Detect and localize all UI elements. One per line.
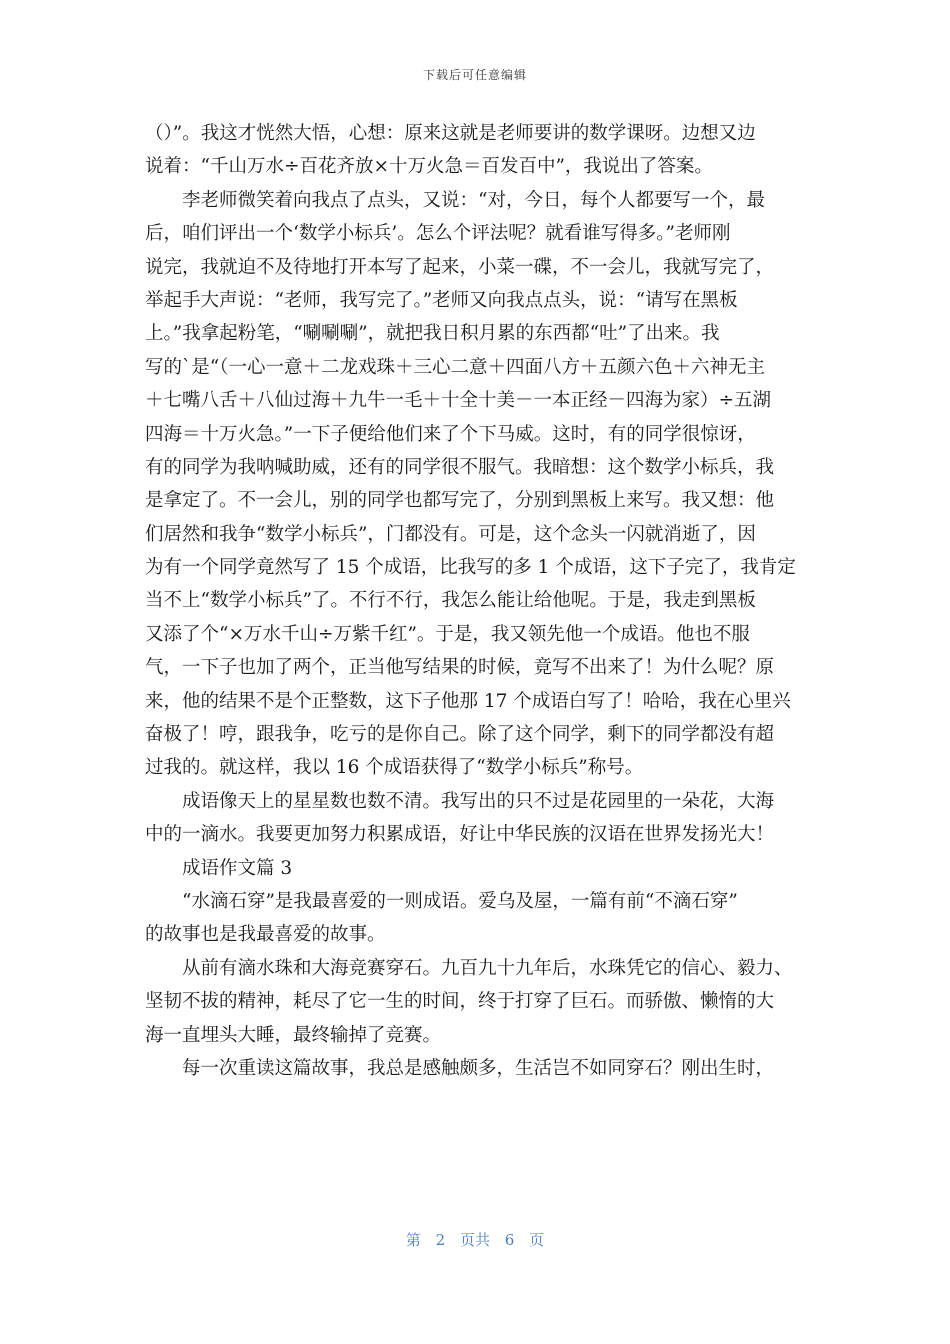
text-line: 举起手大声说：“老师，我写完了。”老师又向我点点头，说：“请写在黑板 xyxy=(145,289,738,311)
text-line: 的故事也是我最喜爱的故事。 xyxy=(145,924,386,946)
text-line: “水滴石穿”是我最喜爱的一则成语。爱乌及屋，一篇有前“不滴石穿” xyxy=(182,890,738,912)
text-line: 说着：“千山万水÷百花齐放×十万火急＝百发百中”，我说出了答案。 xyxy=(145,156,713,178)
text-line: 当不上“数学小标兵”了。不行不行，我怎么能让给他呢。于是，我走到黑板 xyxy=(145,590,756,612)
text-line: 气，一下子也加了两个，正当他写结果的时候，竟写不出来了！为什么呢？原 xyxy=(145,657,775,679)
text-line: 海一直埋头大睡，最终输掉了竞赛。 xyxy=(145,1024,442,1046)
text-line: 成语作文篇 3 xyxy=(182,857,293,879)
text-line: 过我的。就这样，我以 16 个成语获得了“数学小标兵”称号。 xyxy=(145,757,644,779)
page-header: 下载后可任意编辑 xyxy=(422,68,527,82)
text-line: 每一次重读这篇故事，我总是感触颇多，生活岂不如同穿石？刚出生时， xyxy=(182,1057,775,1079)
text-line: 坚韧不拔的精神，耗尽了它一生的时间，终于打穿了巨石。而骄傲、懒惰的大 xyxy=(145,991,775,1013)
text-line: 李老师微笑着向我点了点头，又说：“对，今日，每个人都要写一个，最 xyxy=(182,189,765,211)
text-line: 奋极了！哼，跟我争，吃亏的是你自己。除了这个同学，剩下的同学都没有超 xyxy=(145,724,775,746)
text-line: 说完，我就迫不及待地打开本写了起来，小菜一碟，不一会儿，我就写完了， xyxy=(145,256,775,278)
text-line: 为有一个同学竟然写了 15 个成语，比我写的多 1 个成语，这下子完了，我肯定 xyxy=(145,557,796,579)
document-body xyxy=(145,117,817,1085)
text-line: 中的一滴水。我要更加努力积累成语，好让中华民族的汉语在世界发扬光大！ xyxy=(145,824,775,846)
page-number: 第 2 页共 6 页 xyxy=(405,1231,545,1249)
text-line: 成语像天上的星星数也数不清。我写出的只不过是花园里的一朵花，大海 xyxy=(182,790,775,812)
text-line: 们居然和我争“数学小标兵”，门都没有。可是，这个念头一闪就消逝了，因 xyxy=(145,523,756,545)
text-line: 四海＝十万火急。”一下子便给他们来了个下马威。这时，有的同学很惊讶， xyxy=(145,423,756,445)
text-line: 又添了个“×万水千山÷万紫千红”。于是，我又领先他一个成语。他也不服 xyxy=(145,623,750,645)
text-line: ＋七嘴八舌＋八仙过海＋九牛一毛＋十全十美－一本正经－四海为家）÷五湖 xyxy=(145,390,772,412)
text-line: （）”。我这才恍然大悟，心想：原来这就是老师要讲的数学课呀。边想又边 xyxy=(145,123,756,144)
text-line: 从前有滴水珠和大海竞赛穿石。九百九十九年后，水珠凭它的信心、毅力、 xyxy=(182,957,793,979)
text-line: 是拿定了。不一会儿，别的同学也都写完了，分别到黑板上来写。我又想：他 xyxy=(145,490,775,512)
text-line: 写的`是“（一心一意＋二龙戏珠＋三心二意＋四面八方＋五颜六色＋六神无主 xyxy=(145,356,765,378)
text-line: 上。”我拿起粉笔，“唰唰唰”，就把我日积月累的东西都“吐”了出来。我 xyxy=(145,323,720,345)
text-line: 后，咱们评出一个‘数学小标兵’。怎么个评法呢？就看谁写得多。”老师刚 xyxy=(145,223,731,245)
text-line: 有的同学为我呐喊助威，还有的同学很不服气。我暗想：这个数学小标兵，我 xyxy=(145,456,775,478)
text-line: 来，他的结果不是个正整数，这下子他那 17 个成语白写了！哈哈，我在心里兴 xyxy=(145,690,791,712)
